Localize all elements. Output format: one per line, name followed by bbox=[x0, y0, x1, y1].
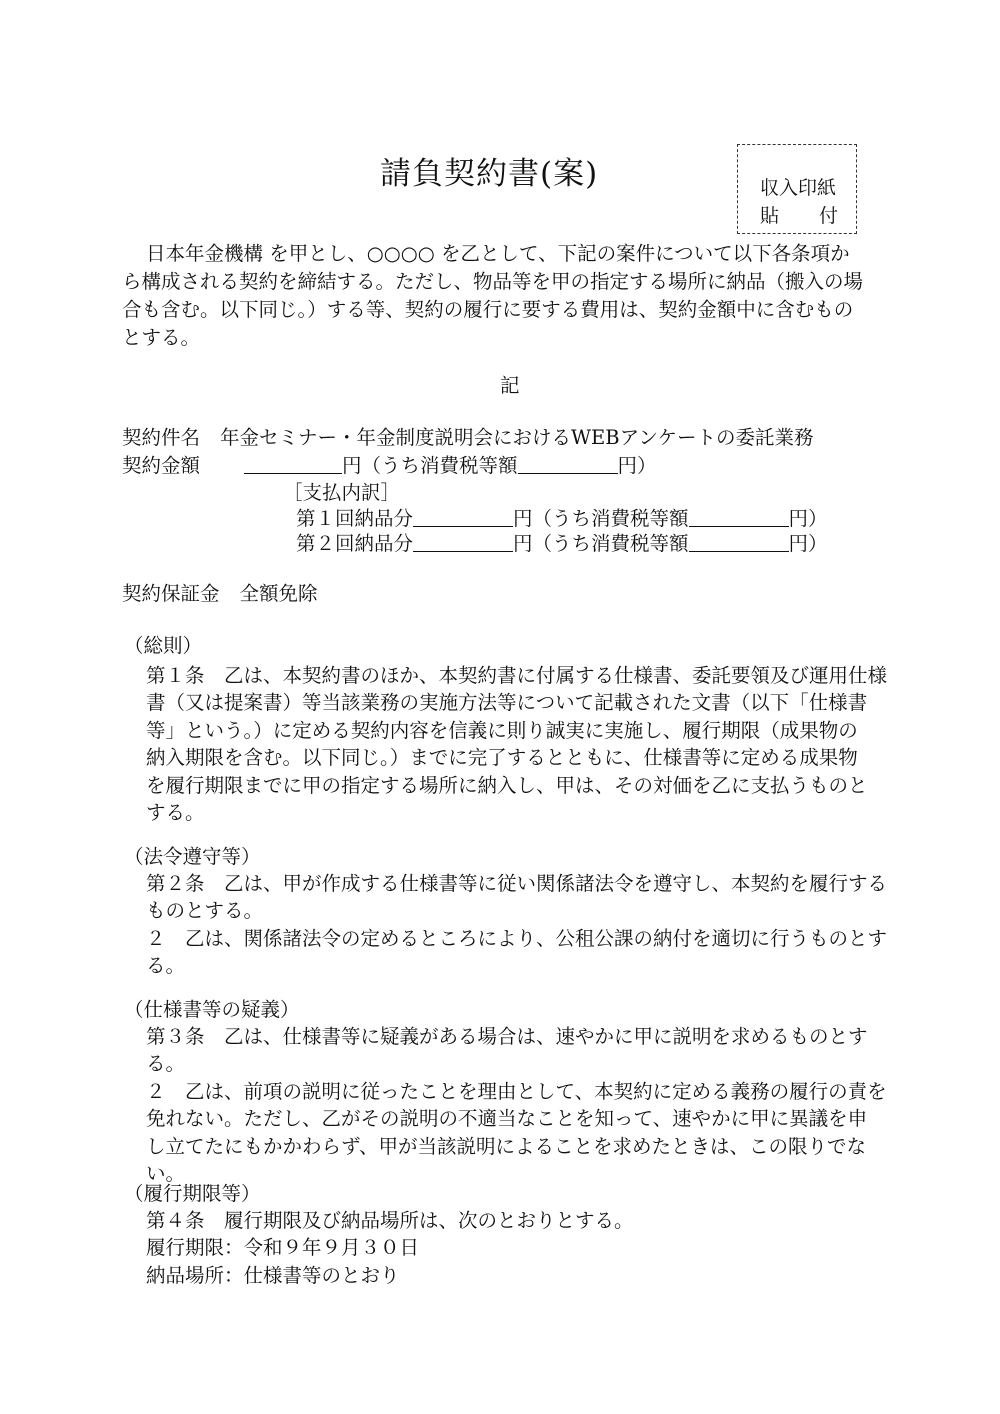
section-heading: （総則） bbox=[124, 634, 203, 657]
preamble bbox=[122, 240, 863, 352]
deposit-row: 契約保証金 全額免除 bbox=[122, 582, 318, 605]
contract-amount-label: 契約金額 bbox=[122, 454, 201, 477]
document-title: 請負契約書(案) bbox=[380, 156, 599, 192]
stamp-label-affix: 貼 付 bbox=[760, 205, 839, 227]
contract-amount-row: 契約金額 円（うち消費税等額 円） bbox=[122, 454, 657, 477]
installment-row-2: 第２回納品分 円（うち消費税等額 円） bbox=[296, 532, 828, 555]
stamp-label: 収入印紙 bbox=[760, 177, 837, 199]
tax-blank[interactable] bbox=[518, 453, 618, 474]
section-heading: （仕様書等の疑義） bbox=[124, 998, 300, 1021]
section-heading: （法令遵守等） bbox=[124, 845, 261, 868]
contract-name-value: 年金セミナー・年金制度説明会におけるWEBアンケートの委託業務 bbox=[220, 426, 814, 449]
section-heading: （履行期限等） bbox=[124, 1182, 261, 1205]
article-2 bbox=[122, 870, 890, 980]
article-paragraph: 第２条 乙は、甲が作成する仕様書等に従い関係諸法令を遵守し、本契約を履行する ものとする。 bbox=[146, 872, 888, 923]
preamble-line: ら構成される契約を締結する。ただし、物品等を甲の指定する場所に納品（搬入の場 bbox=[122, 270, 864, 293]
due-date: 履行期限：令和９年９月３０日 bbox=[146, 1236, 420, 1260]
installment-row-1: 第１回納品分 円（うち消費税等額 円） bbox=[296, 507, 828, 530]
revenue-stamp-box bbox=[737, 144, 857, 234]
article-1 bbox=[122, 662, 890, 826]
article-4 bbox=[122, 1207, 890, 1289]
preamble-line: 日本年金機構 を甲とし、○○○○ を乙として、下記の案件について以下各条項か bbox=[146, 242, 850, 265]
delivery-place: 納品場所：仕様書等のとおり bbox=[146, 1263, 400, 1287]
article-paragraph: 第４条 履行期限及び納品場所は、次のとおりとする。 履行期限：令和９年９月３０日 納品場所：仕様書等のとおり bbox=[122, 1207, 890, 1289]
article-paragraph: ２ 乙は、関係諸法令の定めるところにより、公租公課の納付を適切に行うものとす る。 bbox=[146, 926, 888, 978]
breakdown-label: ［支払内訳］ bbox=[283, 481, 401, 504]
article-paragraph: ２ 乙は、前項の説明に従ったことを理由として、本契約に定める義務の履行の責を 免れない。ただし、乙がその説明の不適当なことを知って、速やかに甲に異議を申 し立てたにもかかわらず、甲が当該説明によることを求めたときは、この限りでな い。 bbox=[146, 1079, 887, 1186]
contract-name-row bbox=[122, 424, 813, 452]
article-paragraph: 第３条 乙は、仕様書等に疑義がある場合は、速やかに甲に説明を求めるものとする。 bbox=[146, 1025, 868, 1076]
installment1-tax-blank[interactable] bbox=[689, 506, 789, 527]
contract-name-label: 契約件名 bbox=[122, 426, 201, 449]
amount-blank[interactable] bbox=[244, 453, 342, 474]
installment2-blank[interactable] bbox=[413, 531, 513, 552]
preamble-line: 合も含む。以下同じ。）する等、契約の履行に要する費用は、契約金額中に含むもの bbox=[122, 298, 854, 321]
installment2-tax-blank[interactable] bbox=[689, 531, 789, 552]
article-paragraph: 第１条 乙は、本契約書のほか、本契約書に付属する仕様書、委託要領及び運用仕様 書（又は提案書）等当該業務の実施方法等について記載された文書（以下「仕様書 等」という。）に定める契約内容を信義に則り誠実に実施し、履行期限（成果物の 納入期限を含む。以下同じ。）までに完了するとともに、仕様書等に定める成果物 を履行期限までに甲の指定する場所に納入し、甲は、その対価を乙に支払うものと する。 bbox=[146, 664, 888, 825]
installment1-blank[interactable] bbox=[413, 506, 513, 527]
article-3 bbox=[122, 1023, 890, 1187]
preamble-line: とする。 bbox=[122, 326, 201, 349]
ki-marker: 記 bbox=[500, 374, 520, 397]
